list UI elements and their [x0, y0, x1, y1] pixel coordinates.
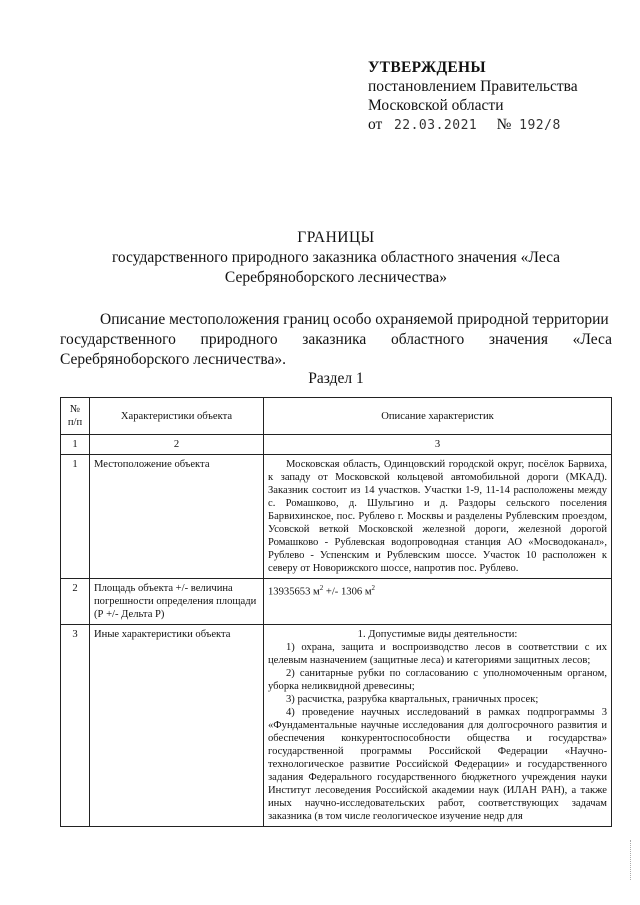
approval-date: 22.03.2021 — [393, 118, 478, 133]
intro-word: природного — [200, 331, 278, 348]
activity-item: 3) расчистка, разрубка квартальных, граничных просек; — [286, 694, 539, 705]
area-unit-sup: 2 — [319, 584, 324, 592]
activity-item: 1) охрана, защита и воспроизводство лесов в соответствии с их целевым назначением (защитные леса) и категориями защитных лесов; — [268, 642, 607, 666]
characteristics-table — [60, 397, 612, 827]
approval-line-2: Московской области — [368, 97, 504, 114]
scan-edge-mark — [630, 840, 634, 880]
location-text: Московская область, Одинцовский городской округ, посёлок Барвиха, к западу от Московской кольцевой автомобильной дороги (МКАД). Заказник состоит из 14 участков. Участки 1-9, 11-14 расположены между с. Ромашково, д. Шульгино и д. Раздоры сельского поселения Барвихинское, пос. Рублево г. Москвы и разделены Рублевским проездом, Усовской веткой Московской железной дороги, железной дорогой Ромашково - Рублевская водопроводная станция АО «Мосводоканал», Рублево - Успенским и Рублевским шоссе. Участок 10 расположен к северу от Новорижского шоссе, напротив пос. Рублево. — [268, 459, 607, 574]
intro-paragraph — [60, 310, 612, 370]
approval-number: 192/8 — [519, 118, 561, 133]
table-row — [61, 455, 612, 579]
header-description: Описание характеристик — [264, 398, 612, 435]
area-tolerance: +/- 1306 м — [323, 586, 372, 598]
title-main: ГРАНИЦЫ — [297, 229, 375, 246]
row-description — [264, 455, 612, 579]
row-characteristic: Площадь объекта +/- величина погрешности определения площади (Р +/- Дельта Р) — [90, 579, 264, 625]
approval-date-line — [368, 115, 578, 135]
area-value: 13935653 м — [268, 586, 320, 598]
intro-line-1: Описание местоположения границ особо охраняемой природной территории — [100, 311, 609, 328]
header-number: № п/п — [61, 398, 90, 435]
from-label: от — [368, 116, 383, 133]
row-description — [264, 579, 612, 625]
activity-item: 2) санитарные рубки по согласованию с уполномоченным органом, уборка неликвидной древесины; — [268, 668, 607, 692]
row-number: 2 — [61, 579, 90, 625]
table-numbering-row — [61, 435, 612, 455]
intro-word: государственного — [60, 331, 176, 348]
intro-word: значения — [488, 331, 548, 348]
title-line-2: Серебряноборского лесничества» — [224, 269, 448, 286]
row-number: 1 — [61, 455, 90, 579]
table-row — [61, 579, 612, 625]
row-characteristic: Иные характеристики объекта — [90, 625, 264, 827]
intro-word: «Леса — [572, 331, 612, 348]
section-heading: Раздел 1 — [308, 370, 364, 387]
column-number: 2 — [90, 435, 264, 455]
title-line-1: государственного природного заказника областного значения «Леса — [111, 249, 561, 266]
approval-line-1: постановлением Правительства — [368, 78, 578, 95]
intro-word: областного — [390, 331, 465, 348]
approval-stamp — [368, 58, 578, 135]
column-number: 3 — [264, 435, 612, 455]
activities-heading: 1. Допустимые виды деятельности: — [357, 629, 518, 640]
column-number: 1 — [61, 435, 90, 455]
row-characteristic: Местоположение объекта — [90, 455, 264, 579]
document-title — [60, 228, 612, 288]
row-number: 3 — [61, 625, 90, 827]
approval-heading: УТВЕРЖДЕНЫ — [368, 59, 486, 76]
intro-line-3: Серебряноборского лесничества». — [60, 351, 287, 368]
intro-line-2 — [60, 330, 612, 350]
area-unit-sup: 2 — [371, 584, 376, 592]
number-label: № — [496, 116, 512, 133]
intro-word: заказника — [302, 331, 367, 348]
table-row — [61, 625, 612, 827]
activity-item: 4) проведение научных исследований в рамках подпрограммы 3 «Фундаментальные научные исследования для долгосрочного развития и обеспечения конкурентоспособности общества и государства» государственной программы Российской Федерации «Научно-технологическое развитие Российской Федерации» и государственного задания Федерального государственного бюджетного учреждения науки Институт лесоведения Российской академии наук (ИЛАН РАН), а также иных научно-исследовательских работ, соответствующих задачам заказника (в том числе геологическое изучение недр для — [268, 707, 607, 822]
table-header-row — [61, 398, 612, 435]
header-characteristics: Характеристики объекта — [90, 398, 264, 435]
row-description — [264, 625, 612, 827]
